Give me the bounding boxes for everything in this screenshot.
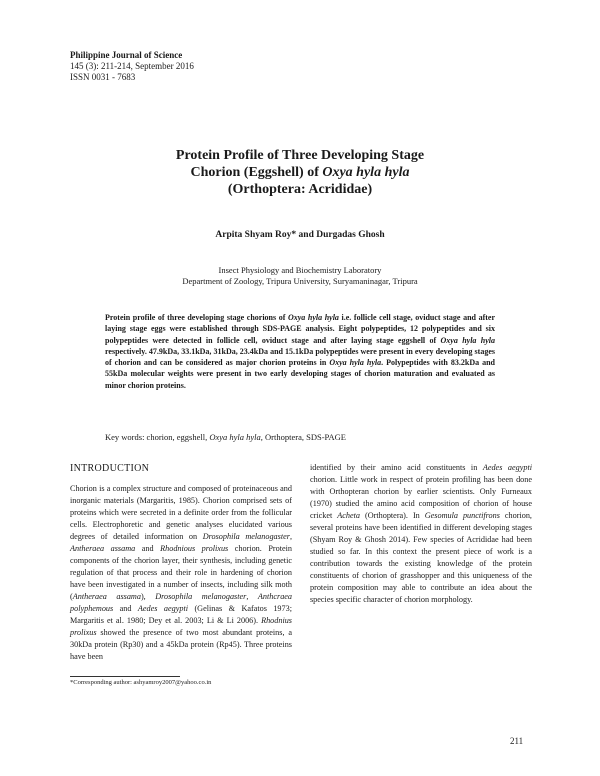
species-name: Drosophila melanogaster xyxy=(155,592,247,601)
title-line-1: Protein Profile of Three Developing Stage xyxy=(175,148,425,163)
affiliation xyxy=(100,265,500,287)
footnote-divider xyxy=(70,676,180,677)
species-name: Antheraea assama xyxy=(72,592,141,601)
abstract-species: Oxya hyla hyla xyxy=(440,335,495,345)
intro-paragraph xyxy=(70,483,292,663)
species-name: Antheraea assama xyxy=(70,544,136,553)
journal-issn: ISSN 0031 - 7683 xyxy=(70,72,136,82)
corresponding-author-footnote: *Corresponding author: ashyamroy2007@yahoo.co.in xyxy=(70,679,212,686)
abstract-species: Oxya hyla hyla xyxy=(329,358,382,368)
authors xyxy=(100,230,500,240)
section-heading-introduction: INTRODUCTION xyxy=(70,463,150,474)
abstract-text: Protein profile of three developing stage chorions of xyxy=(105,313,288,322)
keywords-species: Oxya hyla hyla xyxy=(209,432,261,442)
journal-header xyxy=(70,50,194,83)
journal-name: Philippine Journal of Science xyxy=(70,50,183,60)
abstract-text: respectively. 47.9kDa, 33.1kDa, 31kDa, 23.4kDa and 15.1kDa polypeptides were present in every developing stages of chorion and can be considered as major chorion proteins in xyxy=(105,346,495,368)
body-text: and xyxy=(113,604,138,613)
species-name: Rhodnious prolixus xyxy=(160,544,229,553)
affiliation-department: Department of Zoology, Tripura University, Suryamaninagar, Tripura xyxy=(182,276,418,286)
page-number: 211 xyxy=(510,736,524,746)
species-name: Gesomula punctifrons xyxy=(424,511,500,520)
species-name: Aedes aegypti xyxy=(137,604,189,613)
body-text: Chorion is a complex structure and composed of proteinaceous and inorganic materials (Margaritis, 1985). Chorion comprised sets of proteins which were secreted in a definite order from the follicular cells. Electrophoretic and genetic analyses elucidated various degrees of detailed information on xyxy=(70,484,292,541)
abstract-text: . Polypeptides with 83.2kDa and 55kDa molecular weights were present in two early developing stages of chorion maturation and evaluated as minor chorion proteins. xyxy=(105,358,496,390)
body-text: ), xyxy=(140,592,156,601)
species-name: Drosophila melanogaster xyxy=(202,532,290,541)
species-name: Aedes aegypti xyxy=(482,463,532,472)
species-name: Acheta xyxy=(337,511,360,520)
body-column-right xyxy=(310,462,532,606)
keywords-text: Key words: chorion, eggshell, xyxy=(105,432,210,442)
body-text: identified by their amino acid constituents in xyxy=(310,463,483,472)
abstract-species: Oxya hyla hyla xyxy=(287,313,339,322)
body-text: (Orthoptera). In xyxy=(360,511,425,520)
paper-title xyxy=(100,147,500,198)
author-separator: and xyxy=(296,230,317,240)
body-text: (Gelinas & Kafatos 1973; Margaritis et al. 1980; Dey et al. 2003; Li & Li 2006). xyxy=(70,604,292,625)
keywords-text: , Orthoptera, SDS-PAGE xyxy=(260,432,346,442)
abstract-text: i.e. follicle cell stage, oviduct stage and after laying stage eggs were established through SDS-PAGE analysis. Eight polypeptides, 12 polypeptides and six polypeptides were detected in follicle cell, oviduct stage and after laying stage eggshell of xyxy=(105,313,495,345)
body-text: , xyxy=(289,532,292,541)
title-line-2 xyxy=(100,164,500,181)
body-text: and xyxy=(135,544,161,553)
body-text: chorion. Little work in respect of protein profiling has been done with Orthopteran chorion by earlier scientists. Only Furneaux (1970) studied the amino acid composition of chorion of house cricket xyxy=(310,475,532,520)
body-text: showed the presence of two most abundant proteins, a 30kDa protein (Rp30) and a 45kDa protein (Rp45). Three proteins have been xyxy=(70,628,292,661)
title-line-3: (Orthoptera: Acrididae) xyxy=(227,182,373,197)
title-species: Oxya hyla hyla xyxy=(322,165,410,180)
author-second: Durgadas Ghosh xyxy=(316,230,385,240)
author-first: Arpita Shyam Roy* xyxy=(215,230,297,240)
body-text: chorion. Protein components of the chorion layer, their synthesis, including genetic regulation of that process and their role in hardening of chorion have been investigated in a number of insects, including silk moth ( xyxy=(70,544,293,601)
abstract xyxy=(105,312,495,391)
species-name: Anthcraea polyphemous xyxy=(70,592,293,613)
body-text: , xyxy=(246,592,258,601)
species-name: Rhodnius prolixus xyxy=(70,616,292,637)
body-column-left xyxy=(70,462,292,663)
affiliation-lab: Insect Physiology and Biochemistry Laboratory xyxy=(218,265,382,275)
keywords xyxy=(105,432,495,442)
title-line-2-text: Chorion (Eggshell) of xyxy=(190,165,323,180)
body-text: chorion, several proteins have been identified in different developing stages (Shyam Roy & Ghosh 2014). Few species of Acrididae had been studied so far. In this context the present piece of work is a contribution towards the existing knowledge of the protein constituents of chorion of grasshopper and this uniqueness of the protein composition may able to contribute an idea about the species specific character of chorion morphology. xyxy=(310,511,532,604)
journal-issue: 145 (3): 211-214, September 2016 xyxy=(70,61,194,71)
intro-paragraph-continued xyxy=(310,462,532,606)
